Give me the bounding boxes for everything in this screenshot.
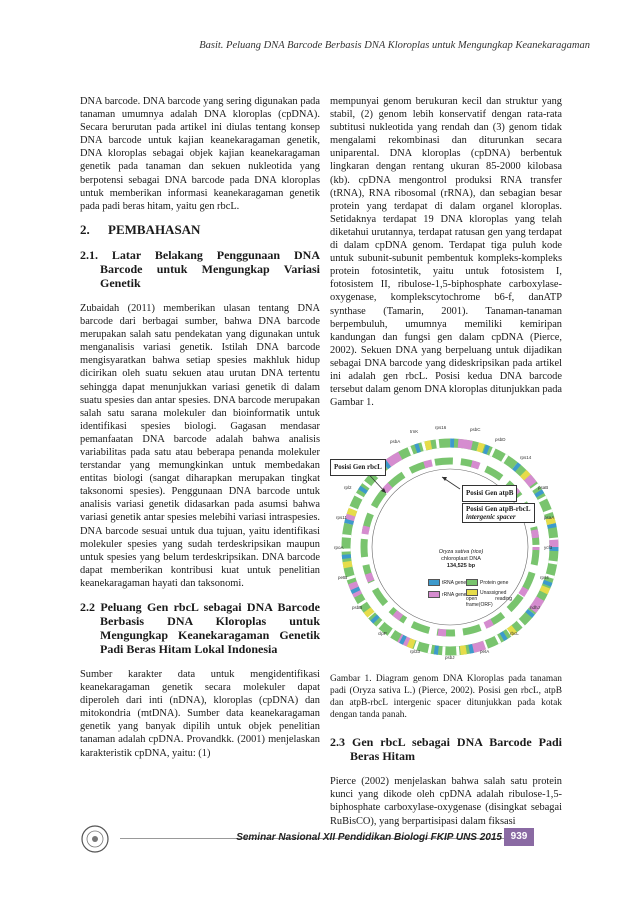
svg-text:ycf3: ycf3 [544,545,553,551]
rrna-swatch [428,591,440,598]
label-spacer: Posisi Gen atpB-rbcL intergenic spacer [462,503,535,523]
legend-trna: tRNA gene [428,577,466,590]
subsection-heading: 2.2 Peluang Gen rbcL sebagai DNA Barcode Berbasis DNA Kloroplas untuk Mengungkap Keanekaragaman Genetik Padi Beras Hitam Lokal Indonesia [80,600,320,656]
svg-text:psbJ: psbJ [445,655,455,661]
svg-text:rbcL: rbcL [510,631,519,637]
footer [60,824,580,864]
svg-text:rpl33: rpl33 [410,649,421,655]
svg-text:psbC: psbC [470,427,481,433]
svg-text:rps14: rps14 [520,455,532,461]
left-column [80,95,320,770]
paragraph: Zubaidah (2011) memberikan ulasan tentang DNA barcode dari berbagai sumber, bahwa DNA barcode merupakan salah satu pendekatan yang digunakan untuk menganalisis variasi genetik. Istilah DNA barcode mengisyaratkan bahwa setiap spesies makhluk hidup dicirikan oleh suatu sekuen atau urutan DNA tertentu sehingga dapat menunjukkan variasi genetik di dalam suatu spesies dan antar spesies. DNA barcode merupakan salah satu sarana molekuler dan bioinformatik untuk identifikasi spesies biologi. Gagasan mendasar pemanfaatan DNA barcode adalah bahwa analisis variabilitas pada satu atau beberapa penanda molekuler terstandar yang memungkinkan untuk membedakan entitas biologi (sangat diharapkan merupakan tingkat taksonomi spesies). Penggunaan DNA barcode untuk analisis variasi genetik didasarkan pada asumsi bahwa variasi genetik antar spesies melebihi variasi intraspesies. DNA barcode sesuai untuk dua tujuan, yaitu identifikasi molekuler spesies yang sudah terdeskripsikan maupun untuk spesies yang belum terdeskripsikan. DNA barcode dapat memberikan kontribusi kuat untuk penelitian keanekaragaman hayati dan taksonomi. [80,302,320,589]
subsection-heading: 2.1. Latar Belakang Penggunaan DNA Barcode untuk Mengungkap Variasi Genetik [80,247,320,290]
genome-map [330,419,562,667]
trna-swatch [428,579,440,586]
svg-text:rpl2: rpl2 [344,485,352,491]
legend-orf: Unassigned open reading frame(ORF) [466,590,512,609]
svg-text:trnK: trnK [410,429,419,435]
svg-text:petA: petA [480,649,490,655]
page-number: 939 [504,828,534,846]
svg-text:psbD: psbD [495,437,506,443]
svg-text:psaA: psaA [544,515,555,521]
paragraph: DNA barcode. DNA barcode yang sering digunakan pada tanaman umumnya adalah DNA kloroplas (cpDNA). Secara berurutan pada artikel ini diulas tentang konsep DNA barcode untuk kajian keanekaragaman genetik, DNA kloroplas sebagai objek kajian keanekaragaman genetik pada tanaman dan sekuen nukleotida yang berpotensi sebagai DNA barcode pada DNA kloroplas untuk memberikan informasi keanekaragaman genetik pada padi beras hitam, yaitu gen rbcL. [80,96,320,212]
label-rbcl: Posisi Gen rbcL [330,459,386,476]
paragraph: mempunyai genom berukuran kecil dan struktur yang stabil, (2) genom lebih konservatif dengan rata-rata subtitusi nukleotida yang rendah dan (3) genom tidak mengalami rekombinasi dan diturunkan secara uniparental. DNA kloroplas (cpDNA) berbentuk lingkaran dengan rentang ukuran 85-2000 kilobasa (kb). cpDNA mengontrol produksi RNA transfer (tRNA), RNA ribosomal (rRNA), dan sebagian besar protein yang terdapat di dalam organel kloroplas. Setidaknya terdapat 19 DNA kloroplas yang telah diketahui urutannya, terdapat ratusan gen yang terdapat di dalam cpDNA genom. Terdapat tiga puluh kode untuk subunit-subunit pembentuk kompleks-kompleks protein fotosintetik, yaitu untuk fotosistem I, fotosistem II, ribulose-1,5-biphosphate carboxylase-oxygenase, komplekscytochrome b6-f, danATP synthase (Tamarin, 2001). Tanaman-tanaman berpembuluh, umumnya memiliki kemiripan kandungan dan fungsi gen dalam cpDNA (Pierce, 2002). Sekuen DNA yang berpeluang untuk dijadikan sebagai DNA barcode yang dideskripsikan pada artikel ini adalah gen rbcL. Posisi kedua DNA barcode tersebut dalam genom DNA kloroplas ditunjukkan pada Gambar 1. [330,96,563,409]
svg-text:psbB: psbB [352,605,363,611]
protein-swatch [466,579,478,586]
svg-text:rps11: rps11 [336,515,347,521]
svg-text:clpP: clpP [378,631,387,637]
svg-text:psaB: psaB [538,485,549,491]
chloroplast-genome-figure [330,419,562,667]
running-head: Basit. Peluang DNA Barcode Berbasis DNA Kloroplas untuk Mengungkap Keanekaragaman [199,40,590,51]
label-atpb: Posisi Gen atpB [462,485,517,502]
paragraph: Pierce (2002) menjelaskan bahwa salah satu protein kunci yang dikode oleh cpDNA adalah ribulose-1,5-biphosphate carboxylase-oxygenase (disingkat sebagai RuBisCO), yang berpartisipasi dalam fiksasi [330,776,562,827]
conference-name: Seminar Nasional XII Pendidikan Biologi FKIP UNS 2015 [236,832,502,843]
figure-caption: Gambar 1. Diagram genom DNA Kloroplas pada tanaman padi (Oryza sativa L.) (Pierce, 2002). Posisi gen rbcL, atpB dan atpB-rbcL intergenic spacer ditunjukkan pada kotak dengan tanda panah. [330,674,562,721]
svg-text:ndhJ: ndhJ [530,605,540,611]
subsection-heading: 2.3 Gen rbcL sebagai DNA Barcode Padi Beras Hitam [330,735,562,764]
svg-text:petB: petB [338,575,348,581]
legend-protein: Protein gene [466,577,508,590]
genome-title: Oryza sativa (rice) chloroplast DNA 134,525 bp [438,549,484,570]
svg-text:rpoA: rpoA [334,545,344,551]
orf-swatch [466,589,478,596]
university-logo-icon [80,824,110,854]
section-heading: 2. PEMBAHASAN [80,221,201,237]
right-column [330,95,562,838]
svg-text:psbA: psbA [390,439,401,445]
legend-rrna: rRNA gene [428,589,466,602]
paragraph: Sumber karakter data untuk mengidentifikasi keanekaragaman genetik secara molekuler dapat diperoleh dari inti (nDNA), kloroplas (cpDNA) dan mitokondria (mtDNA). Sumber data keanekaragaman genetik yang banyak dipilih untuk objek penelitian tanaman adalah cpDNA. Provandkk. (2001) menjelaskan karakteristik cpDNA, yaitu: (1) [80,669,320,759]
svg-text:rps16: rps16 [435,425,447,431]
svg-text:rps4: rps4 [540,575,549,581]
